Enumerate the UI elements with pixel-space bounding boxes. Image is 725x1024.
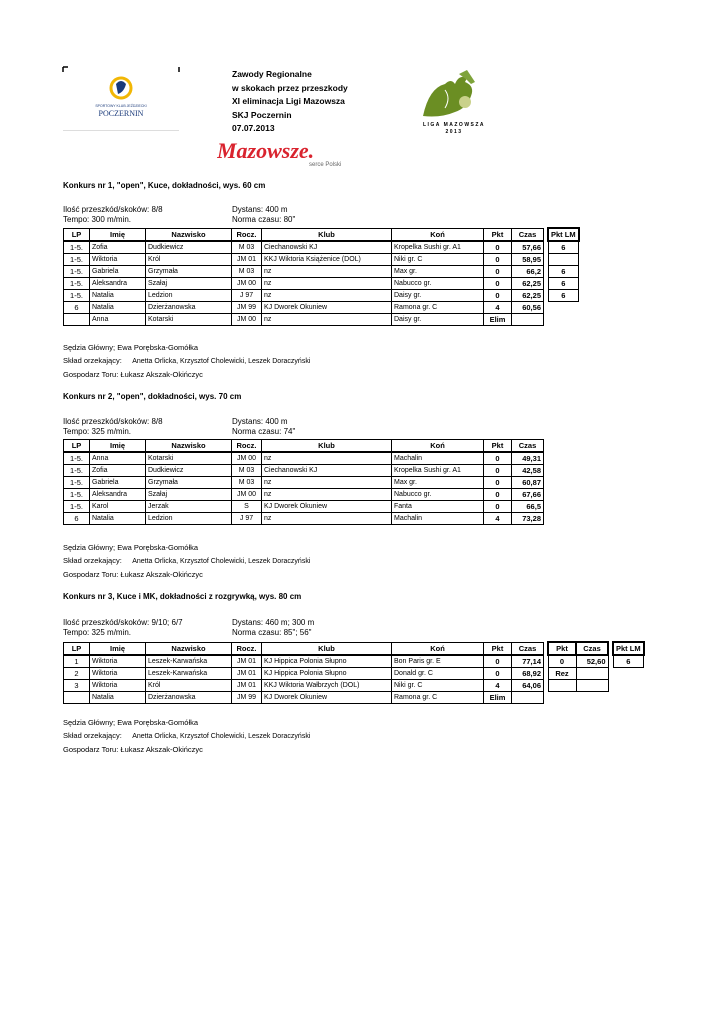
column-header: Imię xyxy=(90,228,146,241)
column-header: Czas xyxy=(576,642,608,655)
cell-year: JM 00 xyxy=(232,452,262,465)
cell-club: KKJ Wiktoria Wałbrzych (DOL) xyxy=(262,680,392,692)
column-header: Pkt xyxy=(548,642,576,655)
officials-block xyxy=(63,541,310,581)
table-row xyxy=(64,314,579,326)
cell-time: 64,06 xyxy=(512,680,544,692)
column-header: Rocz. xyxy=(232,440,262,453)
cell-points: 0 xyxy=(484,254,512,266)
table-row xyxy=(64,266,579,278)
cell-horse: Niki gr. C xyxy=(392,680,484,692)
table-header-row xyxy=(64,440,544,453)
svg-text:Mazowsze.: Mazowsze. xyxy=(217,138,315,163)
cell-last-name: Król xyxy=(146,254,232,266)
table-row xyxy=(64,513,544,525)
cell-first-name: Wiktoria xyxy=(90,254,146,266)
svg-text:serce Polski: serce Polski xyxy=(309,162,342,168)
cell-time: 73,28 xyxy=(512,513,544,525)
cell-lm-points xyxy=(548,314,579,326)
cell-last-name: Dudkiewicz xyxy=(146,465,232,477)
cell-last-name: Ledzion xyxy=(146,290,232,302)
cell-year: S xyxy=(232,501,262,513)
column-header: Klub xyxy=(262,440,392,453)
cell-time: 62,25 xyxy=(512,290,544,302)
column-header: Nazwisko xyxy=(146,440,232,453)
cell-club: KJ Dworek Okuniew xyxy=(262,302,392,314)
cell-time: 62,25 xyxy=(512,278,544,290)
cell-jumpoff-time xyxy=(576,692,608,704)
cell-lp: 1-5. xyxy=(64,266,90,278)
cell-points: 0 xyxy=(484,290,512,302)
cell-lm-points xyxy=(548,254,579,266)
cell-year: JM 99 xyxy=(232,302,262,314)
competition-title: Konkurs nr 1, "open", Kuce, dokładności, wys. 60 cm xyxy=(63,181,266,190)
panel-members: Anetta Orlicka, Krzysztof Cholewicki, Leszek Doraczyński xyxy=(132,358,311,365)
cell-club: nz xyxy=(262,314,392,326)
cell-horse: Daisy gr. xyxy=(392,290,484,302)
cell-lm-points xyxy=(613,692,644,704)
tempo-info: Tempo: 325 m/min. xyxy=(63,427,132,436)
results-table xyxy=(63,641,645,704)
table-row xyxy=(64,692,644,704)
cell-last-name: Grzymała xyxy=(146,266,232,278)
cell-first-name: Natalia xyxy=(90,290,146,302)
cell-first-name: Natalia xyxy=(90,692,146,704)
cell-points: 0 xyxy=(484,278,512,290)
header-line: 07.07.2013 xyxy=(232,123,275,133)
cell-year: JM 01 xyxy=(232,668,262,680)
column-header: Czas xyxy=(512,228,544,241)
mazowsze-logo xyxy=(217,138,357,168)
cell-first-name: Wiktoria xyxy=(90,655,146,668)
table-row xyxy=(64,477,544,489)
time-norm-info: Norma czasu: 85"; 56" xyxy=(232,628,312,637)
cell-first-name: Wiktoria xyxy=(90,668,146,680)
cell-year: J 97 xyxy=(232,290,262,302)
cell-last-name: Jerzak xyxy=(146,501,232,513)
cell-lm-points xyxy=(613,668,644,680)
cell-club: KJ Hippica Polonia Słupno xyxy=(262,655,392,668)
cell-first-name: Anna xyxy=(90,314,146,326)
table-row xyxy=(64,452,544,465)
cell-points: 0 xyxy=(484,489,512,501)
svg-text:SPORTOWY KLUB JEŹDZIECKI: SPORTOWY KLUB JEŹDZIECKI xyxy=(95,104,147,108)
table-row xyxy=(64,241,579,254)
column-header: Pkt xyxy=(484,440,512,453)
cell-last-name: Grzymała xyxy=(146,477,232,489)
course-host: Gospodarz Toru: Łukasz Akszak-Okińczyc xyxy=(63,745,203,754)
results-table xyxy=(63,439,544,525)
cell-club: nz xyxy=(262,489,392,501)
column-header: Klub xyxy=(262,642,392,655)
time-norm-info: Norma czasu: 74" xyxy=(232,427,296,436)
header-line: SKJ Poczernin xyxy=(232,109,292,120)
cell-last-name: Dudkiewicz xyxy=(146,241,232,254)
cell-year: M 03 xyxy=(232,465,262,477)
tempo-info: Tempo: 300 m/min. xyxy=(63,215,132,224)
cell-lp: 1-5. xyxy=(64,241,90,254)
cell-lp xyxy=(64,314,90,326)
cell-lp: 2 xyxy=(64,668,90,680)
distance-info: Dystans: 400 m xyxy=(232,417,288,426)
time-norm-info: Norma czasu: 80" xyxy=(232,215,296,224)
table-row xyxy=(64,655,644,668)
cell-horse: Machalin xyxy=(392,513,484,525)
panel-members: Anetta Orlicka, Krzysztof Cholewicki, Leszek Doraczyński xyxy=(132,558,311,565)
cell-horse: Daisy gr. xyxy=(392,314,484,326)
cell-lm-points: 6 xyxy=(548,266,579,278)
cell-club: KJ Hippica Polonia Słupno xyxy=(262,668,392,680)
cell-lp: 1-5. xyxy=(64,477,90,489)
column-header: Pkt xyxy=(484,228,512,241)
column-header: Nazwisko xyxy=(146,228,232,241)
cell-points: 0 xyxy=(484,465,512,477)
obstacles-info: Ilość przeszkód/skoków: 8/8 xyxy=(63,205,163,214)
cell-last-name: Szałaj xyxy=(146,489,232,501)
judging-panel xyxy=(63,354,310,368)
cell-last-name: Leszek-Karwańska xyxy=(146,668,232,680)
table-row xyxy=(64,254,579,266)
cell-year: M 03 xyxy=(232,266,262,278)
svg-text:LIGA MAZOWSZA: LIGA MAZOWSZA xyxy=(422,122,486,128)
cell-club: nz xyxy=(262,477,392,489)
cell-points: 0 xyxy=(484,501,512,513)
cell-lm-points: 6 xyxy=(548,290,579,302)
column-header: Czas xyxy=(512,440,544,453)
table-row xyxy=(64,290,579,302)
cell-jumpoff-time xyxy=(576,668,608,680)
column-header: Klub xyxy=(262,228,392,241)
cell-first-name: Anna xyxy=(90,452,146,465)
table-row xyxy=(64,489,544,501)
cell-first-name: Natalia xyxy=(90,513,146,525)
cell-points: 4 xyxy=(484,302,512,314)
cell-year: JM 01 xyxy=(232,680,262,692)
table-row xyxy=(64,680,644,692)
cell-lp: 1-5. xyxy=(64,489,90,501)
cell-jumpoff-points xyxy=(548,692,576,704)
cell-time: 49,31 xyxy=(512,452,544,465)
table-row xyxy=(64,501,544,513)
header-line: XI eliminacja Ligi Mazowsza xyxy=(232,96,345,106)
cell-year: M 03 xyxy=(232,477,262,489)
cell-year: JM 00 xyxy=(232,314,262,326)
officials-block xyxy=(63,716,310,756)
cell-year: JM 00 xyxy=(232,278,262,290)
cell-horse: Niki gr. C xyxy=(392,254,484,266)
judging-panel xyxy=(63,729,310,743)
cell-club: KJ Dworek Okuniew xyxy=(262,501,392,513)
cell-horse: Donald gr. C xyxy=(392,668,484,680)
results-table xyxy=(63,227,580,326)
cell-horse: Nabucco gr. xyxy=(392,489,484,501)
distance-info: Dystans: 400 m xyxy=(232,205,288,214)
cell-time: 58,95 xyxy=(512,254,544,266)
cell-lm-points: 6 xyxy=(613,655,644,668)
cell-time: 68,92 xyxy=(512,668,544,680)
cell-time: 60,87 xyxy=(512,477,544,489)
cell-lp xyxy=(64,692,90,704)
cell-lm-points: 6 xyxy=(548,241,579,254)
cell-jumpoff-points: Rez xyxy=(548,668,576,680)
cell-first-name: Zofia xyxy=(90,241,146,254)
cell-last-name: Kotarski xyxy=(146,314,232,326)
svg-text:2013: 2013 xyxy=(445,129,463,135)
cell-time xyxy=(512,314,544,326)
column-header: Pkt LM xyxy=(548,228,579,241)
table-row xyxy=(64,278,579,290)
column-header: Koń xyxy=(392,642,484,655)
course-host: Gospodarz Toru: Łukasz Akszak-Okińczyc xyxy=(63,370,203,379)
cell-last-name: Kotarski xyxy=(146,452,232,465)
cell-year: JM 01 xyxy=(232,254,262,266)
cell-time xyxy=(512,692,544,704)
cell-first-name: Zofia xyxy=(90,465,146,477)
head-judge: Sędzia Główny; Ewa Porębska-Gomółka xyxy=(63,543,199,552)
liga-mazowsza-logo xyxy=(415,68,493,138)
cell-lm-points xyxy=(613,680,644,692)
cell-time: 67,66 xyxy=(512,489,544,501)
cell-horse: Ramona gr. C xyxy=(392,302,484,314)
column-header: Koń xyxy=(392,440,484,453)
header-line: w skokach przez przeszkody xyxy=(232,82,348,93)
cell-lp: 3 xyxy=(64,680,90,692)
cell-first-name: Natalia xyxy=(90,302,146,314)
cell-club: nz xyxy=(262,452,392,465)
cell-horse: Ramona gr. C xyxy=(392,692,484,704)
distance-info: Dystans: 460 m; 300 m xyxy=(232,618,315,627)
cell-last-name: Szałaj xyxy=(146,278,232,290)
judging-panel xyxy=(63,554,310,568)
cell-horse: Bon Paris gr. E xyxy=(392,655,484,668)
cell-club: KKJ Wiktoria Książenice (DOL) xyxy=(262,254,392,266)
cell-last-name: Król xyxy=(146,680,232,692)
event-header xyxy=(232,68,348,136)
cell-time: 66,5 xyxy=(512,501,544,513)
panel-label: Skład orzekający: xyxy=(63,556,122,565)
competition-title: Konkurs nr 3, Kuce i MK, dokładności z rozgrywką, wys. 80 cm xyxy=(63,592,302,601)
cell-club: Ciechanowski KJ xyxy=(262,241,392,254)
table-header-row xyxy=(64,228,579,241)
cell-points: 0 xyxy=(484,655,512,668)
cell-club: nz xyxy=(262,290,392,302)
cell-lp: 1-5. xyxy=(64,290,90,302)
cell-points: Elim xyxy=(484,692,512,704)
head-judge: Sędzia Główny; Ewa Porębska-Gomółka xyxy=(63,343,199,352)
column-header: Nazwisko xyxy=(146,642,232,655)
cell-club: nz xyxy=(262,278,392,290)
obstacles-info: Ilość przeszkód/skoków: 8/8 xyxy=(63,417,163,426)
cell-first-name: Aleksandra xyxy=(90,489,146,501)
cell-horse: Max gr. xyxy=(392,477,484,489)
cell-jumpoff-time xyxy=(576,680,608,692)
cell-points: 4 xyxy=(484,513,512,525)
cell-lm-points: 6 xyxy=(548,278,579,290)
poczernin-logo xyxy=(62,66,180,132)
cell-year: M 03 xyxy=(232,241,262,254)
panel-members: Anetta Orlicka, Krzysztof Cholewicki, Leszek Doraczyński xyxy=(132,733,311,740)
cell-first-name: Aleksandra xyxy=(90,278,146,290)
cell-time: 57,66 xyxy=(512,241,544,254)
cell-lp: 1-5. xyxy=(64,501,90,513)
officials-block xyxy=(63,341,310,381)
column-header: Imię xyxy=(90,440,146,453)
cell-horse: Max gr. xyxy=(392,266,484,278)
cell-points: 0 xyxy=(484,241,512,254)
column-header: Koń xyxy=(392,228,484,241)
cell-jumpoff-points: 0 xyxy=(548,655,576,668)
column-header: LP xyxy=(64,642,90,655)
cell-year: JM 01 xyxy=(232,655,262,668)
column-header: Rocz. xyxy=(232,228,262,241)
competition-title: Konkurs nr 2, "open", dokładności, wys. 70 cm xyxy=(63,392,242,401)
cell-club: nz xyxy=(262,513,392,525)
cell-jumpoff-points xyxy=(548,680,576,692)
tempo-info: Tempo: 325 m/min. xyxy=(63,628,132,637)
cell-jumpoff-time: 52,60 xyxy=(576,655,608,668)
column-header: Rocz. xyxy=(232,642,262,655)
cell-year: J 97 xyxy=(232,513,262,525)
column-header: Pkt xyxy=(484,642,512,655)
cell-points: 4 xyxy=(484,680,512,692)
cell-points: 0 xyxy=(484,477,512,489)
cell-horse: Machalin xyxy=(392,452,484,465)
cell-points: 0 xyxy=(484,668,512,680)
table-row xyxy=(64,302,579,314)
cell-first-name: Gabriela xyxy=(90,477,146,489)
cell-first-name: Gabriela xyxy=(90,266,146,278)
cell-horse: Nabucco gr. xyxy=(392,278,484,290)
svg-text:POCZERNIN: POCZERNIN xyxy=(98,109,144,118)
column-header: Pkt LM xyxy=(613,642,644,655)
column-header: LP xyxy=(64,440,90,453)
table-row xyxy=(64,668,644,680)
cell-year: JM 99 xyxy=(232,692,262,704)
cell-club: nz xyxy=(262,266,392,278)
cell-lp: 1-5. xyxy=(64,254,90,266)
cell-first-name: Karol xyxy=(90,501,146,513)
cell-time: 66,2 xyxy=(512,266,544,278)
cell-lp: 1 xyxy=(64,655,90,668)
column-header: Imię xyxy=(90,642,146,655)
course-host: Gospodarz Toru: Łukasz Akszak-Okińczyc xyxy=(63,570,203,579)
cell-time: 42,58 xyxy=(512,465,544,477)
cell-club: Ciechanowski KJ xyxy=(262,465,392,477)
table-header-row xyxy=(64,642,644,655)
cell-lp: 1-5. xyxy=(64,465,90,477)
column-header: LP xyxy=(64,228,90,241)
cell-last-name: Leszek-Karwańska xyxy=(146,655,232,668)
cell-horse: Fanta xyxy=(392,501,484,513)
cell-last-name: Dzierżanowska xyxy=(146,302,232,314)
cell-lm-points xyxy=(548,302,579,314)
cell-lp: 6 xyxy=(64,513,90,525)
cell-first-name: Wiktoria xyxy=(90,680,146,692)
panel-label: Skład orzekający: xyxy=(63,731,122,740)
cell-last-name: Dzierżanowska xyxy=(146,692,232,704)
cell-last-name: Ledzion xyxy=(146,513,232,525)
obstacles-info: Ilość przeszkód/skoków: 9/10; 6/7 xyxy=(63,618,183,627)
cell-points: 0 xyxy=(484,266,512,278)
cell-year: JM 00 xyxy=(232,489,262,501)
cell-horse: Kropelka Sushi gr. A1 xyxy=(392,465,484,477)
cell-time: 60,56 xyxy=(512,302,544,314)
cell-lp: 1-5. xyxy=(64,452,90,465)
panel-label: Skład orzekający: xyxy=(63,356,122,365)
cell-lp: 1-5. xyxy=(64,278,90,290)
cell-lp: 6 xyxy=(64,302,90,314)
cell-time: 77,14 xyxy=(512,655,544,668)
cell-club: KJ Dworek Okuniew xyxy=(262,692,392,704)
cell-points: Elim xyxy=(484,314,512,326)
cell-points: 0 xyxy=(484,452,512,465)
head-judge: Sędzia Główny; Ewa Porębska-Gomółka xyxy=(63,718,199,727)
header-line: Zawody Regionalne xyxy=(232,69,312,79)
table-row xyxy=(64,465,544,477)
cell-horse: Kropelka Sushi gr. A1 xyxy=(392,241,484,254)
column-header: Czas xyxy=(512,642,544,655)
